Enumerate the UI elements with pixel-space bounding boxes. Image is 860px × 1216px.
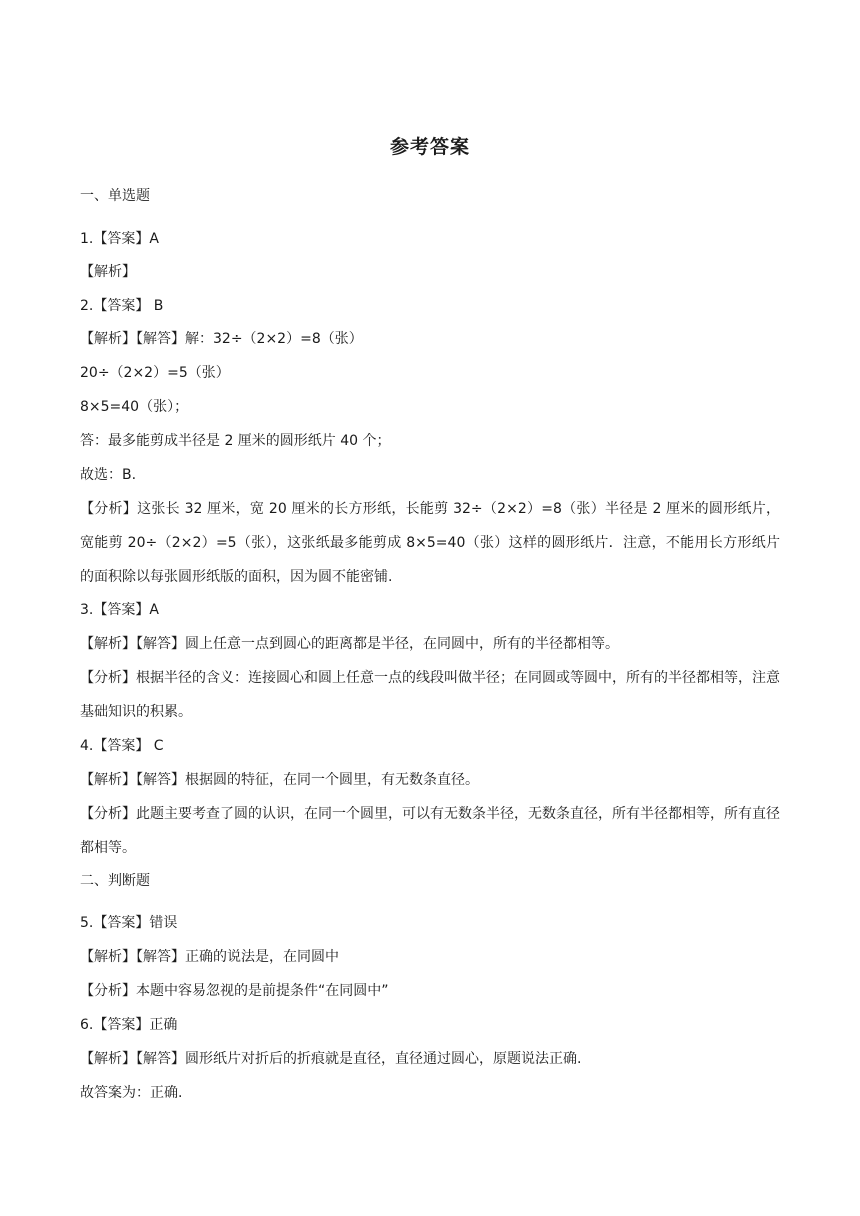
section-heading-single-choice: 一、单选题 [80,188,150,204]
q2-step: 8×5=40（张）； [80,399,189,415]
q2-choice: 故选：B. [80,467,137,483]
q6-solution: 【解析】【解答】圆形纸片对折后的折痕就是直径，直径通过圆心，原题说法正确. [80,1051,582,1067]
section-heading-true-false: 二、判断题 [80,873,150,889]
q2-step: 20÷（2×2）=5（张） [80,365,230,381]
q5-solution: 【解析】【解答】正确的说法是，在同圆中 [80,949,339,965]
q1-answer: 1.【答案】A [80,231,159,247]
q6-conclusion: 故答案为：正确. [80,1085,183,1101]
q1-analysis: 【解析】 [80,264,136,280]
q5-answer: 5.【答案】错误 [80,915,178,931]
q5-analysis: 【分析】本题中容易忽视的是前提条件“在同圆中” [80,983,389,999]
q2-analysis: 【分析】这张长 32 厘米，宽 20 厘米的长方形纸，长能剪 32÷（2×2）=8（张）半径是 2 厘米的圆形纸片，宽能剪 20÷（2×2）=5（张），这张纸最多能剪成 8×5=40（张）这样的圆形纸片．注意，不能用长方形纸片的面积除以每张圆形纸版的面积，因为圆不能密铺. [80,501,780,585]
q3-solution: 【解析】【解答】圆上任意一点到圆心的距离都是半径，在同圆中，所有的半径都相等。 [80,636,619,652]
q3-analysis: 【分析】根据半径的含义：连接圆心和圆上任意一点的线段叫做半径；在同圆或等圆中，所有的半径都相等，注意基础知识的积累。 [80,670,780,720]
q2-reply: 答：最多能剪成半径是 2 厘米的圆形纸片 40 个； [80,433,391,449]
q2-solution: 【解析】【解答】解：32÷（2×2）=8（张） [80,331,363,347]
q4-solution: 【解析】【解答】根据圆的特征，在同一个圆里，有无数条直径。 [80,772,479,788]
q4-analysis: 【分析】此题主要考查了圆的认识，在同一个圆里，可以有无数条半径，无数条直径，所有半径都相等，所有直径都相等。 [80,806,780,856]
q2-answer: 2.【答案】 B [80,298,164,314]
q3-answer: 3.【答案】A [80,602,159,618]
page-title: 参考答案 [389,136,470,158]
q4-answer: 4.【答案】 C [80,738,164,754]
q6-answer: 6.【答案】正确 [80,1017,178,1033]
